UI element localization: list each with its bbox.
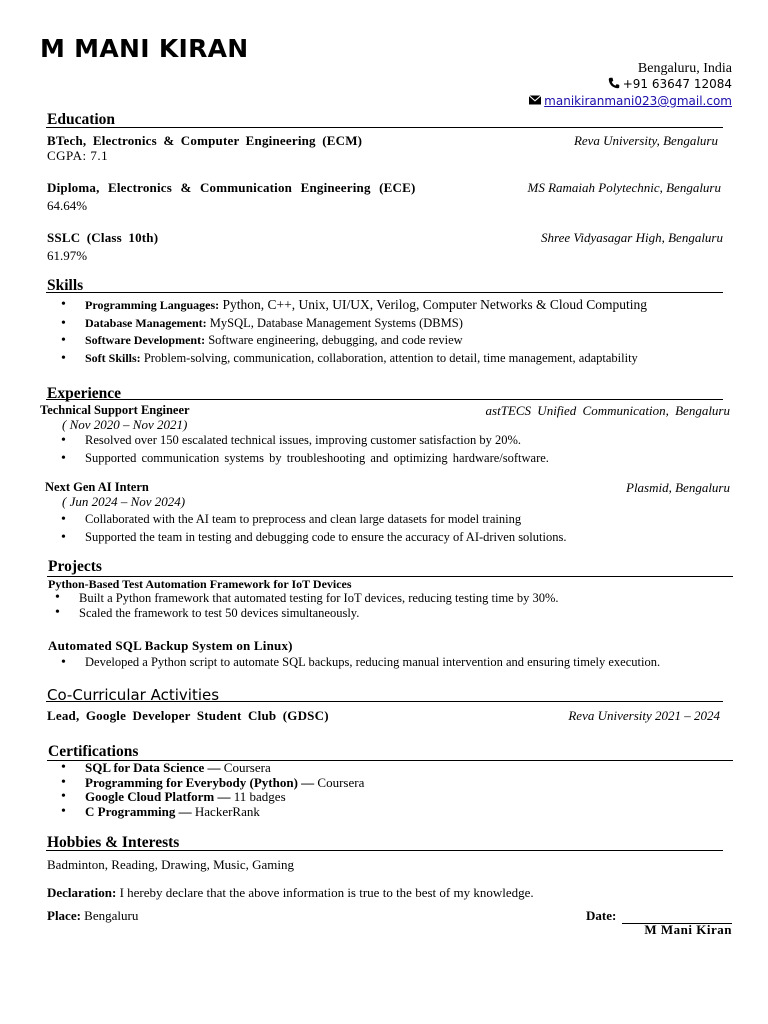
declaration-label: Declaration: — [47, 885, 117, 900]
candidate-name: M MANI KIRAN — [40, 34, 249, 63]
education-degree-3: SSLC (Class 10th) — [47, 230, 159, 245]
skill-item: • Database Management: MySQL, Database Management Systems (DBMS) — [61, 315, 647, 333]
hobbies-heading: Hobbies & Interests — [47, 834, 180, 851]
list-item: • Supported the team in testing and debugging code to ensure the accuracy of AI-driven solutions. — [61, 529, 566, 547]
experience-company-2: Plasmid, Bengaluru — [626, 480, 730, 495]
cocurricular-heading: Co-Curricular Activities — [47, 686, 220, 704]
date-label: Date: — [586, 908, 617, 923]
skills-list — [61, 296, 647, 367]
certifications-list — [61, 761, 364, 819]
phone-line — [608, 77, 732, 91]
declaration-line — [47, 885, 534, 901]
education-institution-2: MS Ramaiah Polytechnic, Bengaluru — [527, 180, 721, 195]
cocurricular-detail: Reva University 2021 – 2024 — [568, 708, 720, 723]
declaration-text: I hereby declare that the above information is true to the best of my knowledge. — [116, 885, 534, 900]
phone-icon — [608, 77, 620, 89]
experience-heading: Experience — [47, 385, 122, 402]
hobbies-divider — [46, 850, 723, 851]
skills-divider — [46, 292, 723, 293]
location-text: Bengaluru, India — [637, 61, 732, 76]
education-degree-2: Diploma, Electronics & Communication Engineering (ECE) — [47, 180, 416, 195]
email-line[interactable] — [529, 94, 732, 108]
education-degree-1: BTech, Electronics & Computer Engineering (ECM) — [47, 133, 363, 148]
place-label: Place: — [47, 908, 81, 923]
skills-heading: Skills — [47, 277, 84, 294]
experience-company-1: astTECS Unified Communication, Bengaluru — [485, 403, 730, 418]
certifications-heading: Certifications — [48, 743, 139, 760]
education-divider — [46, 127, 723, 128]
experience-dates-2: ( Jun 2024 – Nov 2024) — [62, 494, 186, 509]
experience-role-1: Technical Support Engineer — [40, 403, 190, 417]
experience-role-2: Next Gen AI Intern — [45, 480, 149, 494]
skill-item: • Soft Skills: Problem-solving, communication, collaboration, attention to detail, time management, adaptability — [61, 350, 647, 368]
project-name-2: Automated SQL Backup System on Linux) — [48, 638, 293, 653]
hobbies-text: Badminton, Reading, Drawing, Music, Gaming — [47, 857, 294, 872]
project-bullets-1 — [55, 591, 559, 620]
experience-bullets-1 — [61, 432, 549, 467]
skill-item: • Programming Languages: Python, C++, Unix, UI/UX, Verilog, Computer Networks & Cloud Computing — [61, 296, 647, 315]
certification-item: • SQL for Data Science — Coursera — [61, 761, 364, 776]
list-item: • Scaled the framework to test 50 devices simultaneously. — [55, 606, 559, 621]
project-bullets-2 — [61, 654, 660, 672]
list-item: • Built a Python framework that automated testing for IoT devices, reducing testing time by 30%. — [55, 591, 559, 606]
education-institution-3: Shree Vidyasagar High, Bengaluru — [541, 230, 723, 245]
education-score-1: CGPA: 7.1 — [47, 148, 109, 163]
experience-divider — [46, 399, 723, 400]
signature-name: M Mani Kiran — [644, 922, 732, 937]
cocurricular-role: Lead, Google Developer Student Club (GDSC) — [47, 708, 329, 723]
place-line — [47, 908, 138, 924]
project-name-1: Python-Based Test Automation Framework for IoT Devices — [48, 577, 352, 591]
place-value: Bengaluru — [80, 908, 139, 923]
list-item: • Collaborated with the AI team to preprocess and clean large datasets for model training — [61, 511, 566, 529]
cocurricular-divider — [46, 701, 723, 702]
education-heading: Education — [47, 111, 116, 128]
envelope-icon — [529, 94, 541, 106]
experience-bullets-2 — [61, 511, 566, 546]
phone-text: +91 63647 12084 — [622, 77, 732, 91]
projects-heading: Projects — [48, 558, 102, 575]
skill-item: • Software Development: Software engineering, debugging, and code review — [61, 332, 647, 350]
email-link[interactable]: manikiranmani023@gmail.com — [544, 94, 732, 108]
education-institution-1: Reva University, Bengaluru — [573, 133, 718, 148]
experience-dates-1: ( Nov 2020 – Nov 2021) — [62, 417, 188, 432]
list-item: • Supported communication systems by troubleshooting and optimizing hardware/software. — [61, 450, 549, 468]
education-score-2: 64.64% — [47, 198, 88, 213]
education-score-3: 61.97% — [47, 248, 88, 263]
list-item: • Developed a Python script to automate SQL backups, reducing manual intervention and ensuring timely execution. — [61, 654, 660, 672]
certification-item: • Google Cloud Platform — 11 badges — [61, 790, 364, 805]
certification-item: • Programming for Everybody (Python) — Coursera — [61, 776, 364, 791]
certification-item: • C Programming — HackerRank — [61, 805, 364, 820]
list-item: • Resolved over 150 escalated technical issues, improving customer satisfaction by 20%. — [61, 432, 549, 450]
